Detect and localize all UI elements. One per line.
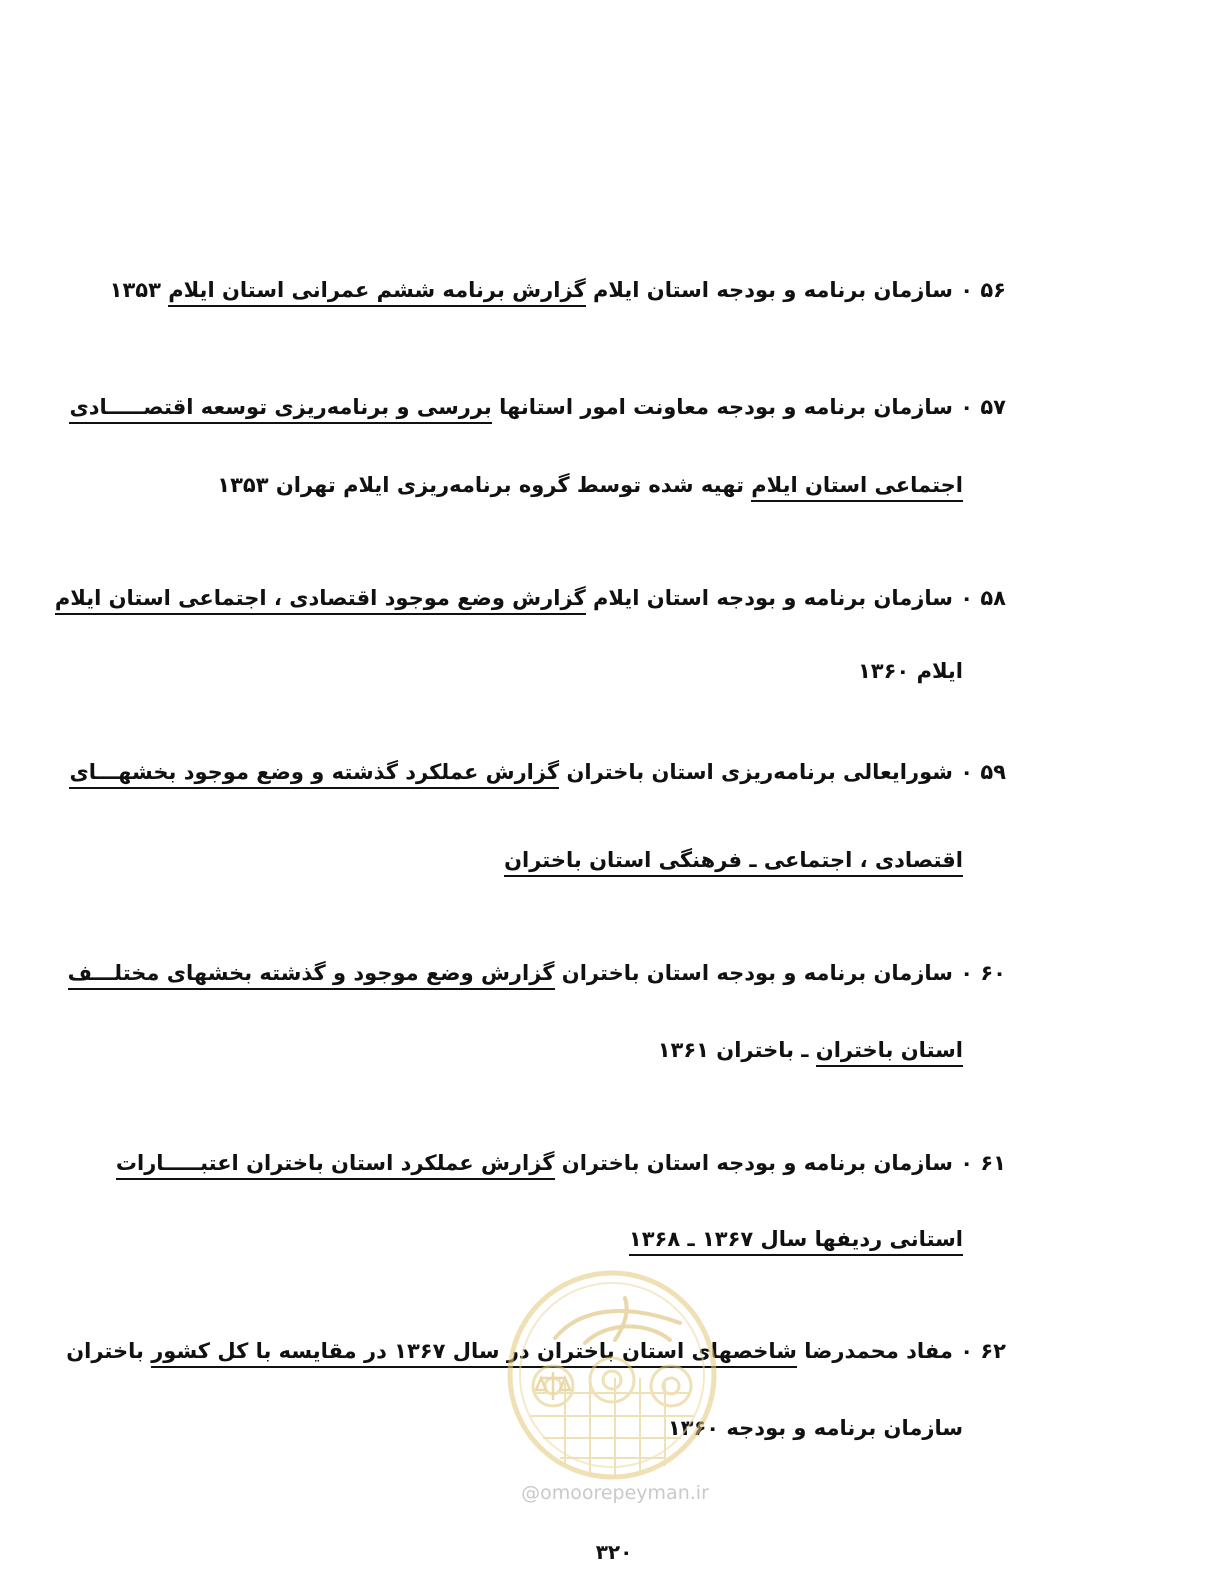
entry-title-underlined: گزارش وضع موجود اقتصادی ، اجتماعی استان ایلام [55, 586, 586, 615]
entry-title-underlined: شاخصهای استان باختران در سال ۱۳۶۷ در مقایسه با کل کشور [151, 1339, 797, 1368]
entry-61-line-1 [116, 1148, 1006, 1178]
entry-title-underlined: گزارش برنامه ششم عمرانی استان ایلام [168, 278, 586, 307]
entry-title-underlined: اقتصادی ، اجتماعی ـ فرهنگی استان باختران [504, 848, 963, 877]
entry-56-line-1 [110, 275, 1006, 305]
entry-title-underlined: گزارش وضع موجود و گذشته بخشهای مختلـــف [68, 961, 555, 990]
entry-text: ۶۲ ۰ مفاد محمدرضا [796, 1339, 1006, 1363]
entry-text: ایلام ۱۳۶۰ [857, 659, 963, 683]
entry-57-line-1 [69, 392, 1006, 422]
entry-text: ۵۶ ۰ سازمان برنامه و بودجه استان ایلام [585, 278, 1006, 302]
entry-title-underlined: بررسی و برنامه‌ریزی توسعه اقتصـــــادی [69, 395, 491, 424]
entry-60-line-1 [68, 958, 1006, 988]
entry-title-underlined: گزارش عملکرد استان باختران اعتبـــــارات [116, 1151, 555, 1180]
entry-59-line-2 [504, 845, 963, 875]
entry-title-underlined: استانی ردیفها سال ۱۳۶۷ ـ ۱۳۶۸ [629, 1227, 963, 1256]
entry-title-underlined: استان باختران [816, 1038, 963, 1067]
entry-text: ۵۷ ۰ سازمان برنامه و بودجه معاونت امور استانها [491, 395, 1006, 419]
entry-text-tail: تهیه شده توسط گروه برنامه‌ریزی ایلام تهران ۱۳۵۳ [217, 473, 752, 497]
entry-58-line-2 [858, 656, 963, 686]
entry-text: ۵۸ ۰ سازمان برنامه و بودجه استان ایلام [585, 586, 1006, 610]
page-number: ۳۲۰ [595, 1540, 633, 1564]
entry-title-underlined: اجتماعی استان ایلام [751, 473, 963, 502]
entry-59-line-1 [69, 757, 1006, 787]
seal-logo-icon [505, 1268, 719, 1482]
entry-title-underlined: گزارش عملکرد گذشته و وضع موجود بخشهـــای [69, 760, 559, 789]
entry-61-line-2 [629, 1224, 963, 1254]
entry-text-tail: باختران [66, 1339, 152, 1363]
entry-62-line-2 [668, 1413, 963, 1443]
entry-text-tail: ۱۳۵۳ [109, 278, 169, 302]
entry-text: سازمان برنامه و بودجه ۱۳۶۰ [667, 1416, 963, 1440]
entry-text: ۶۰ ۰ سازمان برنامه و بودجه استان باختران [554, 961, 1006, 985]
entry-62-line-1 [66, 1336, 1006, 1366]
entry-text: ۵۹ ۰ شورایعالی برنامه‌ریزی استان باختران [559, 760, 1006, 784]
watermark-site-text: @omoorepeyman.ir [521, 1482, 709, 1504]
entry-58-line-1 [55, 583, 1006, 613]
entry-57-line-2 [217, 470, 963, 500]
entry-text: ۶۱ ۰ سازمان برنامه و بودجه استان باختران [554, 1151, 1006, 1175]
entry-60-line-2 [658, 1035, 963, 1065]
entry-text-tail: ـ باختران ۱۳۶۱ [657, 1038, 816, 1062]
